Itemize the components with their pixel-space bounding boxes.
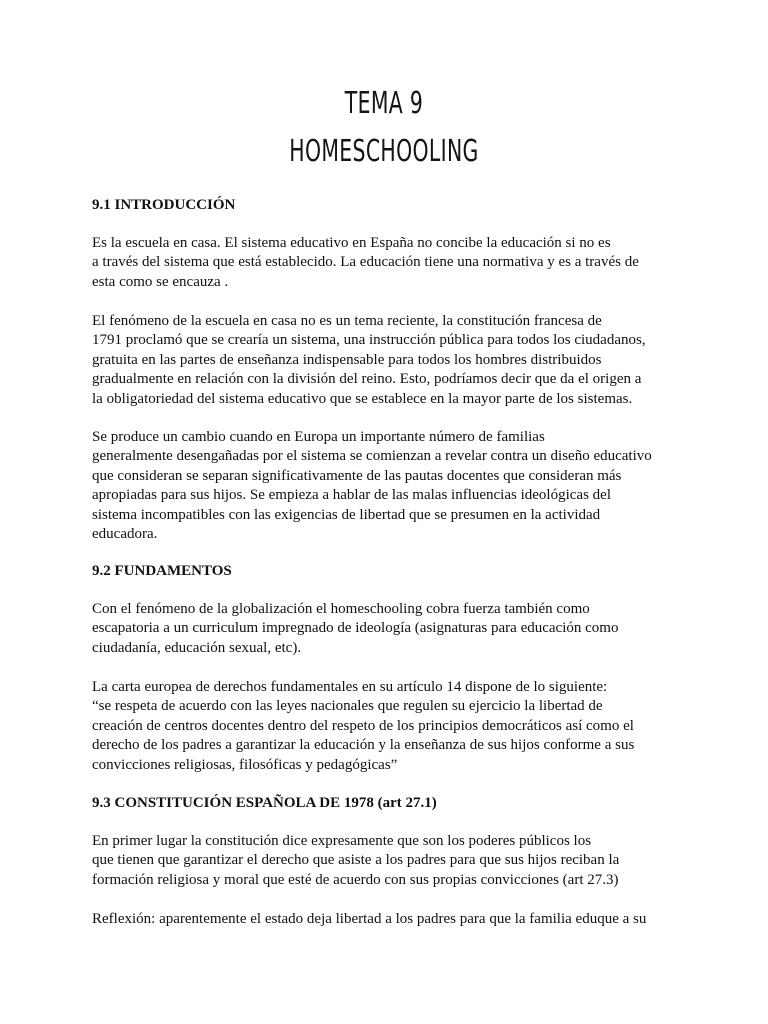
section-heading-introduccion: 9.1 INTRODUCCIÓN: [92, 197, 236, 213]
text-line: generalmente desengañadas por el sistema se comienzan a revelar contra un diseño educativo: [92, 448, 652, 465]
text-line: 1791 proclamó que se crearía un sistema, una instrucción pública para todos los ciudadanos,: [92, 332, 646, 349]
paragraph-fundamentos-2: [92, 678, 692, 775]
text-line: sistema incompatibles con las exigencias de libertad que se presumen en la actividad: [92, 506, 601, 523]
text-line: gratuita en las partes de enseñanza indispensable para todos los hombres distribuidos: [92, 351, 602, 368]
text-line: La carta europea de derechos fundamentales en su artículo 14 dispone de lo siguiente:: [92, 679, 608, 695]
text-line: a través del sistema que está establecido. La educación tiene una normativa y es a través de: [92, 254, 639, 271]
text-line: convicciones religiosas, filosóficas y pedagógicas”: [92, 756, 398, 773]
text-line: “se respeta de acuerdo con las leyes nacionales que regulen su ejercicio la libertad de: [92, 698, 603, 715]
text-line: que consideran se separan significativamente de las pautas docentes que consideran más: [92, 467, 622, 484]
paragraph-intro-2: [92, 312, 692, 409]
section-heading-fundamentos: 9.2 FUNDAMENTOS: [92, 563, 232, 579]
paragraph-constitucion-1: [92, 832, 692, 890]
text-line: Se produce un cambio cuando en Europa un importante número de familias: [92, 429, 545, 445]
text-line: derecho de los padres a garantizar la educación y la enseñanza de sus hijos conforme a sus: [92, 737, 635, 754]
text-line: escapatoria a un curriculum impregnado de ideología (asignaturas para educación como: [92, 620, 619, 637]
paragraph-fundamentos-1: [92, 600, 692, 658]
document-title-line-1: TEMA 9: [344, 86, 424, 121]
document-title-line-2: HOMESCHOOLING: [289, 134, 479, 169]
text-line: que tienen que garantizar el derecho que asiste a los padres para que sus hijos reciban la: [92, 852, 620, 869]
text-line: formación religiosa y moral que esté de acuerdo con sus propias convicciones (art 27.3): [92, 871, 619, 888]
text-line: Con el fenómeno de la globalización el homeschooling cobra fuerza también como: [92, 601, 590, 617]
paragraph-intro-3: [92, 428, 692, 544]
text-line: Reflexión: aparentemente el estado deja libertad a los padres para que la familia eduque a su: [92, 911, 647, 927]
paragraph-reflexion: [92, 910, 692, 929]
text-line: Es la escuela en casa. El sistema educativo en España no concibe la educación si no es: [92, 235, 611, 251]
text-line: El fenómeno de la escuela en casa no es un tema reciente, la constitución francesa de: [92, 313, 602, 329]
paragraph-intro-1: [92, 234, 692, 292]
text-line: esta como se encauza .: [92, 273, 229, 290]
text-line: gradualmente en relación con la división del reino. Esto, podríamos decir que da el origen a: [92, 371, 642, 388]
text-line: educadora.: [92, 526, 158, 543]
text-line: creación de centros docentes dentro del respeto de los principios democráticos así como el: [92, 717, 634, 734]
text-line: ciudadanía, educación sexual, etc).: [92, 639, 302, 656]
text-line: la obligatoriedad del sistema educativo que se establece en la mayor parte de los sistemas.: [92, 390, 633, 407]
text-line: apropiadas para sus hijos. Se empieza a hablar de las malas influencias ideológicas del: [92, 487, 611, 504]
section-heading-constitucion: 9.3 CONSTITUCIÓN ESPAÑOLA DE 1978 (art 27.1): [92, 795, 437, 811]
text-line: En primer lugar la constitución dice expresamente que son los poderes públicos los: [92, 833, 592, 849]
